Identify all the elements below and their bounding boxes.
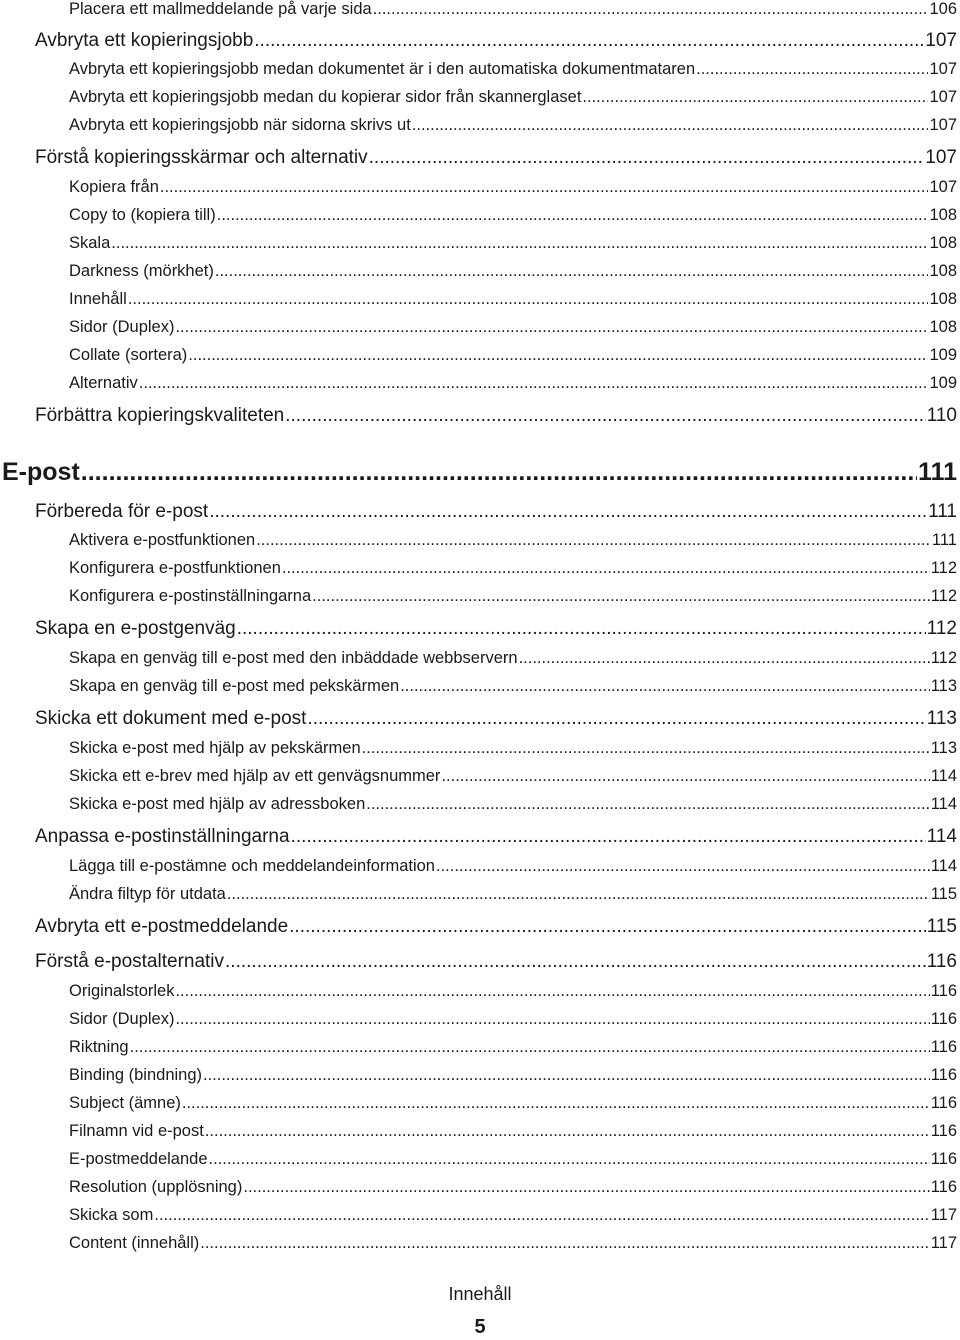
- toc-entry-title: Kopiera från: [69, 178, 159, 196]
- toc-entry-title: Skicka ett e-brev med hjälp av ett genvägsnummer: [69, 767, 441, 785]
- toc-entry-title: Förstå kopieringsskärmar och alternativ: [35, 147, 368, 168]
- toc-entry-page-number: 116: [930, 1066, 957, 1084]
- toc-entry-title: Skicka e-post med hjälp av adressboken: [69, 795, 366, 813]
- toc-section-entry[interactable]: [35, 147, 957, 173]
- toc-entry-title: Förstå e-postalternativ: [35, 951, 225, 972]
- toc-entry-title: Avbryta ett kopieringsjobb: [35, 30, 254, 51]
- toc-subsection-entry[interactable]: [69, 318, 957, 342]
- toc-entry-page-number: 109: [929, 374, 957, 392]
- toc-section-entry[interactable]: [35, 30, 957, 56]
- toc-subsection-entry[interactable]: [69, 88, 957, 112]
- toc-dot-leader: [200, 1234, 929, 1253]
- toc-dot-leader: [215, 262, 929, 281]
- toc-subsection-entry[interactable]: [69, 346, 957, 370]
- toc-entry-page-number: 117: [930, 1206, 957, 1224]
- toc-dot-leader: [175, 1010, 929, 1029]
- toc-dot-leader: [285, 405, 925, 427]
- toc-dot-leader: [225, 951, 926, 973]
- toc-entry-title: Innehåll: [69, 290, 127, 308]
- toc-subsection-entry[interactable]: [69, 178, 957, 202]
- toc-subsection-entry[interactable]: [69, 795, 957, 819]
- toc-entry-title: Skapa en e-postgenväg: [35, 618, 236, 639]
- toc-subsection-entry[interactable]: [69, 559, 957, 583]
- toc-subsection-entry[interactable]: [69, 677, 957, 701]
- toc-dot-leader: [154, 1206, 929, 1225]
- toc-entry-title: Aktivera e-postfunktionen: [69, 531, 256, 549]
- toc-subsection-entry[interactable]: [69, 767, 957, 791]
- toc-section-entry[interactable]: [35, 618, 957, 644]
- toc-subsection-entry[interactable]: [69, 1178, 957, 1202]
- toc-section-entry[interactable]: [35, 405, 957, 431]
- toc-entry-page-number: 108: [929, 206, 957, 224]
- toc-dot-leader: [282, 559, 930, 578]
- toc-dot-leader: [519, 649, 930, 668]
- toc-entry-page-number: 107: [929, 88, 957, 106]
- toc-entry-title: Konfigurera e-postfunktionen: [69, 559, 281, 577]
- toc-entry-page-number: 116: [930, 982, 957, 1000]
- toc-dot-leader: [160, 178, 929, 197]
- toc-entry-page-number: 109: [929, 346, 957, 364]
- toc-entry-page-number: 110: [926, 405, 957, 426]
- toc-entry-title: Sidor (Duplex): [69, 1010, 175, 1028]
- toc-subsection-entry[interactable]: [69, 1150, 957, 1174]
- footer-page-number: 5: [474, 1316, 486, 1338]
- toc-dot-leader: [696, 60, 928, 79]
- toc-entry-title: Originalstorlek: [69, 982, 175, 1000]
- toc-subsection-entry[interactable]: [69, 290, 957, 314]
- toc-dot-leader: [291, 826, 926, 848]
- toc-entry-page-number: 112: [926, 618, 957, 639]
- toc-entry-page-number: 114: [926, 826, 957, 847]
- toc-section-entry[interactable]: [35, 916, 957, 942]
- toc-dot-leader: [205, 1122, 930, 1141]
- toc-entry-page-number: 112: [930, 649, 957, 667]
- toc-entry-title: Darkness (mörkhet): [69, 262, 214, 280]
- toc-dot-leader: [209, 501, 927, 523]
- toc-entry-title: Avbryta ett kopieringsjobb medan dokumentet är i den automatiska dokumentmataren: [69, 60, 696, 78]
- toc-dot-leader: [217, 206, 929, 225]
- toc-entry-page-number: 111: [928, 501, 957, 522]
- toc-entry-page-number: 114: [930, 857, 957, 875]
- toc-entry-page-number: 116: [930, 1094, 957, 1112]
- toc-entry-page-number: 107: [925, 30, 957, 51]
- toc-dot-leader: [366, 795, 929, 814]
- toc-dot-leader: [441, 767, 929, 786]
- toc-entry-title: Copy to (kopiera till): [69, 206, 216, 224]
- toc-dot-leader: [256, 531, 931, 550]
- toc-dot-leader: [254, 30, 924, 52]
- toc-dot-leader: [209, 1150, 930, 1169]
- toc-entry-page-number: 116: [930, 1122, 957, 1140]
- toc-entry-page-number: 107: [929, 178, 957, 196]
- toc-dot-leader: [182, 1094, 930, 1113]
- toc-subsection-entry[interactable]: [69, 234, 957, 258]
- toc-subsection-entry[interactable]: [69, 60, 957, 84]
- toc-subsection-entry[interactable]: [69, 982, 957, 1006]
- toc-entry-title: Riktning: [69, 1038, 129, 1056]
- toc-entry-page-number: 108: [929, 290, 957, 308]
- toc-entry-title: Skala: [69, 234, 111, 252]
- toc-subsection-entry[interactable]: [69, 206, 957, 230]
- toc-dot-leader: [130, 1038, 930, 1057]
- toc-subsection-entry[interactable]: [69, 885, 957, 909]
- toc-entry-page-number: 111: [918, 458, 957, 486]
- toc-entry-page-number: 116: [930, 1010, 957, 1028]
- toc-entry-title: Collate (sortera): [69, 346, 188, 364]
- toc-entry-page-number: 112: [930, 587, 957, 605]
- toc-entry-title: Avbryta ett kopieringsjobb när sidorna skrivs ut: [69, 116, 411, 134]
- toc-subsection-entry[interactable]: [69, 374, 957, 398]
- toc-entry-page-number: 112: [930, 559, 957, 577]
- toc-subsection-entry[interactable]: [69, 1234, 957, 1258]
- toc-subsection-entry[interactable]: [69, 1206, 957, 1230]
- toc-entry-title: Alternativ: [69, 374, 138, 392]
- toc-subsection-entry[interactable]: [69, 1122, 957, 1146]
- toc-dot-leader: [412, 116, 929, 135]
- toc-entry-page-number: 115: [926, 916, 957, 937]
- toc-entry-title: Anpassa e-postinställningarna: [35, 826, 290, 847]
- toc-dot-leader: [436, 857, 930, 876]
- toc-subsection-entry[interactable]: [69, 1094, 957, 1118]
- toc-entry-page-number: 115: [930, 885, 957, 903]
- toc-subsection-entry[interactable]: [69, 1010, 957, 1034]
- toc-subsection-entry[interactable]: [69, 587, 957, 611]
- toc-subsection-entry[interactable]: [69, 262, 957, 286]
- toc-entry-page-number: 116: [930, 1178, 957, 1196]
- toc-subsection-entry[interactable]: [69, 1038, 957, 1062]
- toc-dot-leader: [400, 677, 930, 696]
- toc-entry-title: Sidor (Duplex): [69, 318, 175, 336]
- toc-entry-title: Placera ett mallmeddelande på varje sida: [69, 0, 372, 18]
- toc-dot-leader: [139, 374, 929, 393]
- toc-entry-title: Resolution (upplösning): [69, 1178, 243, 1196]
- toc-entry-page-number: 108: [929, 234, 957, 252]
- toc-dot-leader: [369, 147, 925, 169]
- toc-subsection-entry[interactable]: [69, 116, 957, 140]
- toc-entry-title: Binding (bindning): [69, 1066, 203, 1084]
- toc-dot-leader: [81, 458, 917, 487]
- toc-entry-page-number: 107: [929, 116, 957, 134]
- toc-dot-leader: [362, 739, 930, 758]
- toc-entry-page-number: 116: [930, 1150, 957, 1168]
- toc-entry-title: Ändra filtyp för utdata: [69, 885, 226, 903]
- toc-entry-title: Förbereda för e-post: [35, 501, 209, 522]
- toc-section-entry[interactable]: [35, 826, 957, 852]
- toc-dot-leader: [111, 234, 928, 253]
- toc-entry-title: Skicka e-post med hjälp av pekskärmen: [69, 739, 361, 757]
- toc-dot-leader: [203, 1066, 930, 1085]
- toc-entry-title: E-post: [2, 458, 80, 486]
- toc-dot-leader: [175, 982, 929, 1001]
- toc-entry-title: Konfigurera e-postinställningarna: [69, 587, 312, 605]
- toc-dot-leader: [373, 0, 929, 19]
- toc-entry-page-number: 116: [926, 951, 957, 972]
- toc-subsection-entry[interactable]: [69, 0, 957, 24]
- toc-entry-page-number: 114: [930, 767, 957, 785]
- toc-section-entry[interactable]: [35, 708, 957, 734]
- toc-entry-title: Avbryta ett kopieringsjobb medan du kopierar sidor från skannerglaset: [69, 88, 582, 106]
- toc-dot-leader: [227, 885, 930, 904]
- toc-entry-title: Förbättra kopieringskvaliteten: [35, 405, 285, 426]
- toc-subsection-entry[interactable]: [69, 1066, 957, 1090]
- toc-entry-title: Avbryta ett e-postmeddelande: [35, 916, 289, 937]
- toc-entry-title: Filnamn vid e-post: [69, 1122, 204, 1140]
- toc-entry-page-number: 107: [925, 147, 957, 168]
- toc-dot-leader: [243, 1178, 929, 1197]
- toc-section-entry[interactable]: [35, 501, 957, 527]
- toc-subsection-entry[interactable]: [69, 857, 957, 881]
- toc-entry-page-number: 108: [929, 262, 957, 280]
- toc-entry-page-number: 111: [931, 531, 957, 549]
- footer-section-label: Innehåll: [448, 1284, 512, 1304]
- toc-dot-leader: [237, 618, 926, 640]
- toc-subsection-entry[interactable]: [69, 649, 957, 673]
- toc-dot-leader: [312, 587, 930, 606]
- toc-entry-page-number: 114: [930, 795, 957, 813]
- toc-entry-page-number: 113: [930, 677, 957, 695]
- toc-dot-leader: [188, 346, 928, 365]
- toc-entry-page-number: 113: [926, 708, 957, 729]
- toc-dot-leader: [307, 708, 925, 730]
- toc-dot-leader: [582, 88, 928, 107]
- toc-subsection-entry[interactable]: [69, 531, 957, 555]
- toc-chapter-entry[interactable]: [2, 458, 957, 490]
- toc-entry-page-number: 108: [929, 318, 957, 336]
- toc-entry-page-number: 113: [930, 739, 957, 757]
- toc-dot-leader: [128, 290, 929, 309]
- toc-dot-leader: [289, 916, 926, 938]
- toc-entry-title: Content (innehåll): [69, 1234, 200, 1252]
- toc-entry-title: Skapa en genväg till e-post med den inbäddade webbservern: [69, 649, 518, 667]
- toc-dot-leader: [175, 318, 928, 337]
- toc-entry-title: Skapa en genväg till e-post med pekskärmen: [69, 677, 400, 695]
- toc-entry-title: Lägga till e-postämne och meddelandeinformation: [69, 857, 435, 875]
- toc-entry-title: Skicka ett dokument med e-post: [35, 708, 307, 729]
- toc-entry-title: Subject (ämne): [69, 1094, 181, 1112]
- toc-section-entry[interactable]: [35, 951, 957, 977]
- toc-entry-title: Skicka som: [69, 1206, 154, 1224]
- toc-entry-page-number: 117: [930, 1234, 957, 1252]
- toc-entry-page-number: 106: [929, 0, 957, 18]
- toc-entry-page-number: 107: [929, 60, 957, 78]
- toc-entry-page-number: 116: [930, 1038, 957, 1056]
- toc-entry-title: E-postmeddelande: [69, 1150, 208, 1168]
- toc-subsection-entry[interactable]: [69, 739, 957, 763]
